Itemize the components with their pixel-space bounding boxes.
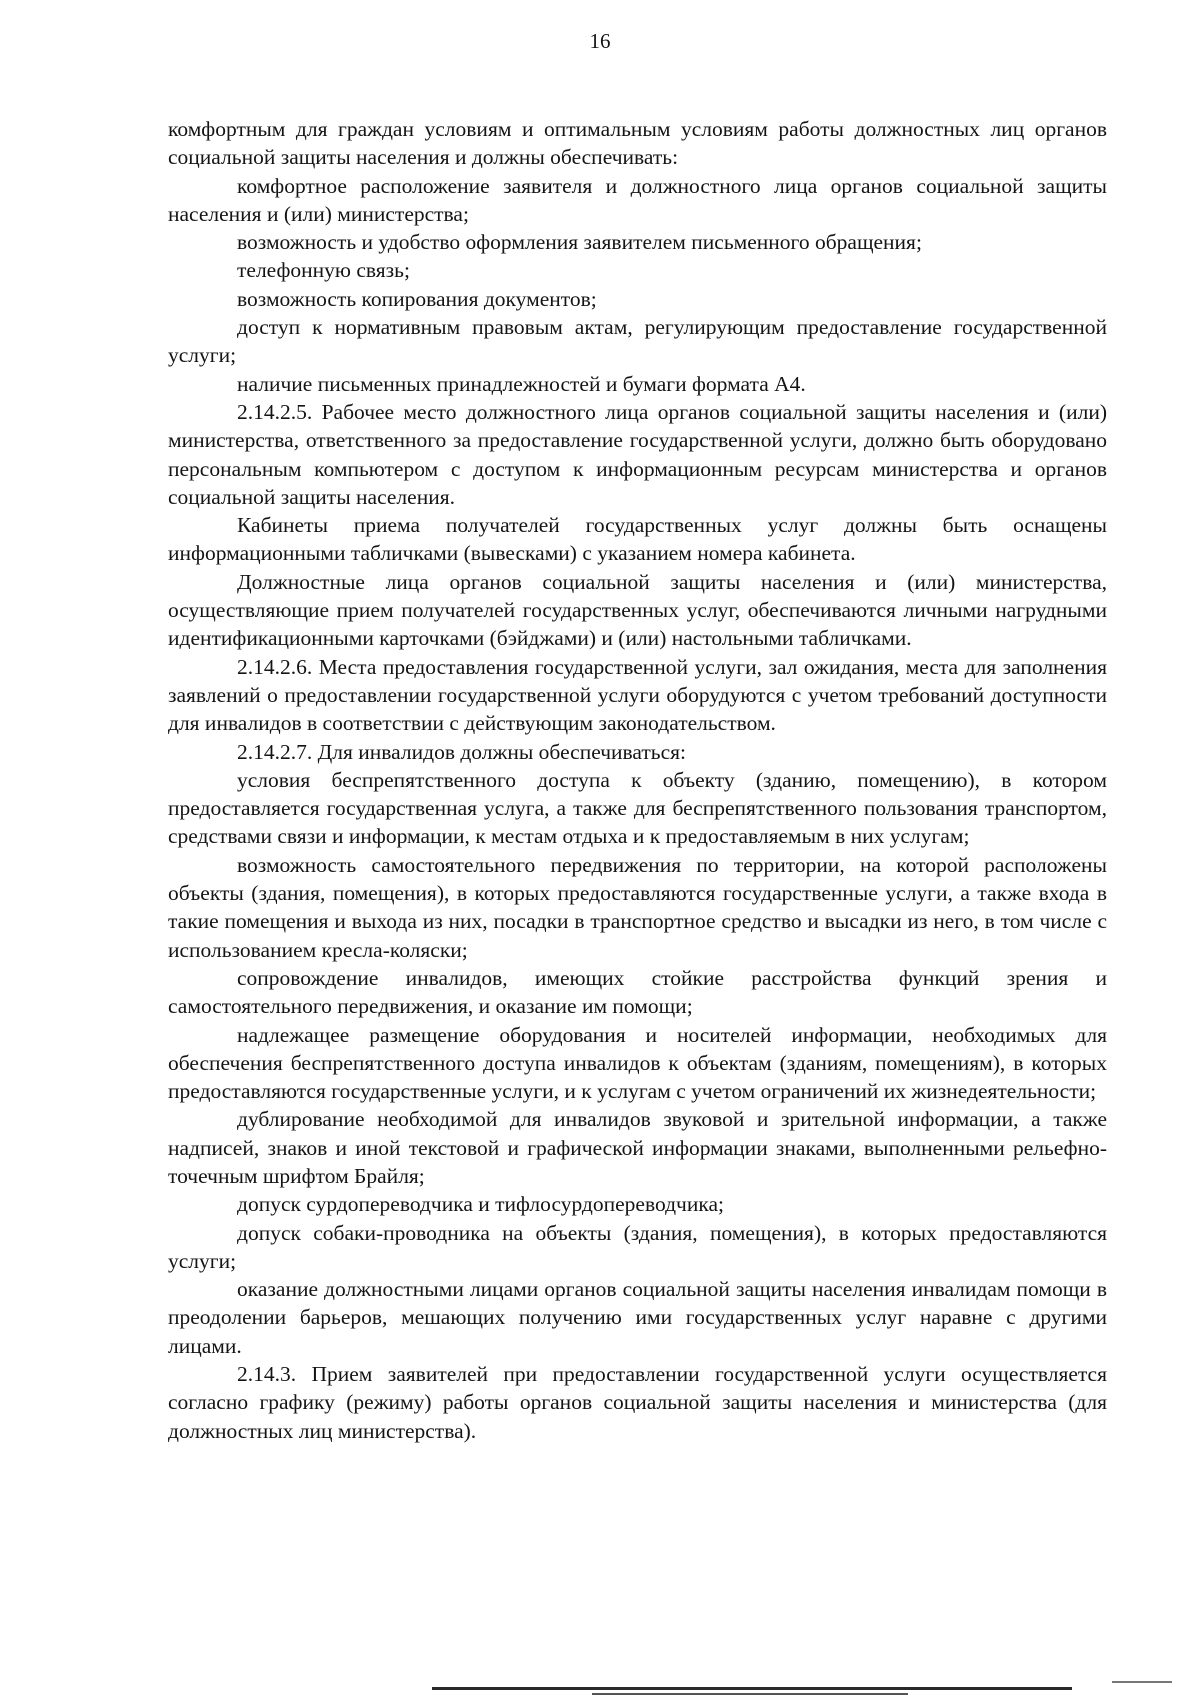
page-number: 16 — [589, 29, 611, 53]
paragraph-badges: Должностные лица органов социальной защиты населения и (или) министерства, осуществляющие прием получателей государственных услуг, обеспечиваются личными нагрудными идентификационными карточками (бэйджами) и (или) настольными табличками. — [168, 569, 1107, 651]
paragraph-independent-movement: возможность самостоятельного передвижения по территории, на которой расположены объекты (здания, помещения), в которых предоставляются государственные услуги, а также входа в такие помещения и выхода из них, посадки в транспортное средство и высадки из него, в том числе с использованием кресла-коляски; — [168, 852, 1107, 962]
paragraph-sign-interpreter: допуск сурдопереводчика и тифлосурдопереводчика; — [237, 1192, 724, 1217]
paragraph-telephone: телефонную связь; — [237, 258, 410, 283]
paragraph-2-14-2-5: 2.14.2.5. Рабочее место должностного лица органов социальной защиты населения и (или) министерства, ответственного за предоставление государственной услуги, должно быть оборудовано персональным компьютером с доступом к информационным ресурсам министерства и органов социальной защиты населения. — [168, 399, 1107, 509]
paragraph-stationery: наличие письменных принадлежностей и бумаги формата А4. — [237, 371, 806, 396]
paragraph-2-14-2-6: 2.14.2.6. Места предоставления государственной услуги, зал ожидания, места для заполнения заявлений о предоставлении государственной услуги оборудуются с учетом требований доступности для инвалидов в соответствии с действующим законодательством. — [168, 654, 1107, 736]
paragraph-assistance: оказание должностными лицами органов социальной защиты населения инвалидам помощи в преодолении барьеров, мешающих получению ими государственных услуг наравне с другими лицами. — [168, 1277, 1107, 1358]
paragraph-comfortable-placement: комфортное расположение заявителя и должностного лица органов социальной защиты населения и (или) министерства; — [168, 173, 1107, 226]
paragraph-legal-acts-access: доступ к нормативным правовым актам, регулирующим предоставление государственной услуги; — [168, 315, 1107, 368]
document-body — [168, 115, 1107, 1445]
paragraph-written-appeal: возможность и удобство оформления заявителем письменного обращения; — [237, 230, 922, 255]
scan-border-line — [592, 1693, 908, 1695]
paragraph-2-14-2-7: 2.14.2.7. Для инвалидов должны обеспечиваться: — [237, 739, 686, 764]
scan-border-line — [1112, 1681, 1172, 1683]
paragraph-equipment-placement: надлежащее размещение оборудования и носителей информации, необходимых для обеспечения беспрепятственного доступа инвалидов к объектам (зданиям, помещениям), в которых предоставляются государственные услуги, и к услугам с учетом ограничений их жизнедеятельности; — [168, 1022, 1107, 1104]
paragraph-2-14-3: 2.14.3. Прием заявителей при предоставлении государственной услуги осуществляется согласно графику (режиму) работы органов социальной защиты населения и министерства (для должностных лиц министерства). — [168, 1362, 1107, 1443]
paragraph-accompaniment: сопровождение инвалидов, имеющих стойкие расстройства функций зрения и самостоятельного передвижения, и оказание им помощи; — [168, 965, 1107, 1019]
paragraph-access-conditions: условия беспрепятственного доступа к объекту (зданию, помещению), в котором предоставляется государственная услуга, а также для беспрепятственного пользования транспортом, средствами связи и информации, к местам отдыха и к предоставляемым в них услугам; — [168, 767, 1107, 849]
paragraph-copying: возможность копирования документов; — [237, 286, 597, 311]
paragraph-continuation: комфортным для граждан условиям и оптимальным условиям работы должностных лиц органов социальной защиты населения и должны обеспечивать: — [168, 117, 1107, 170]
scan-border-line — [432, 1687, 1072, 1690]
paragraph-guide-dog: допуск собаки-проводника на объекты (здания, помещения), в которых предоставляются услуги; — [168, 1220, 1107, 1273]
paragraph-braille: дублирование необходимой для инвалидов звуковой и зрительной информации, а также надписей, знаков и иной текстовой и графической информации знаками, выполненными рельефно-точечным шрифтом Брайля; — [168, 1107, 1107, 1188]
paragraph-office-signs: Кабинеты приема получателей государственных услуг должны быть оснащены информационными табличками (вывесками) с указанием номера кабинета. — [168, 513, 1107, 566]
